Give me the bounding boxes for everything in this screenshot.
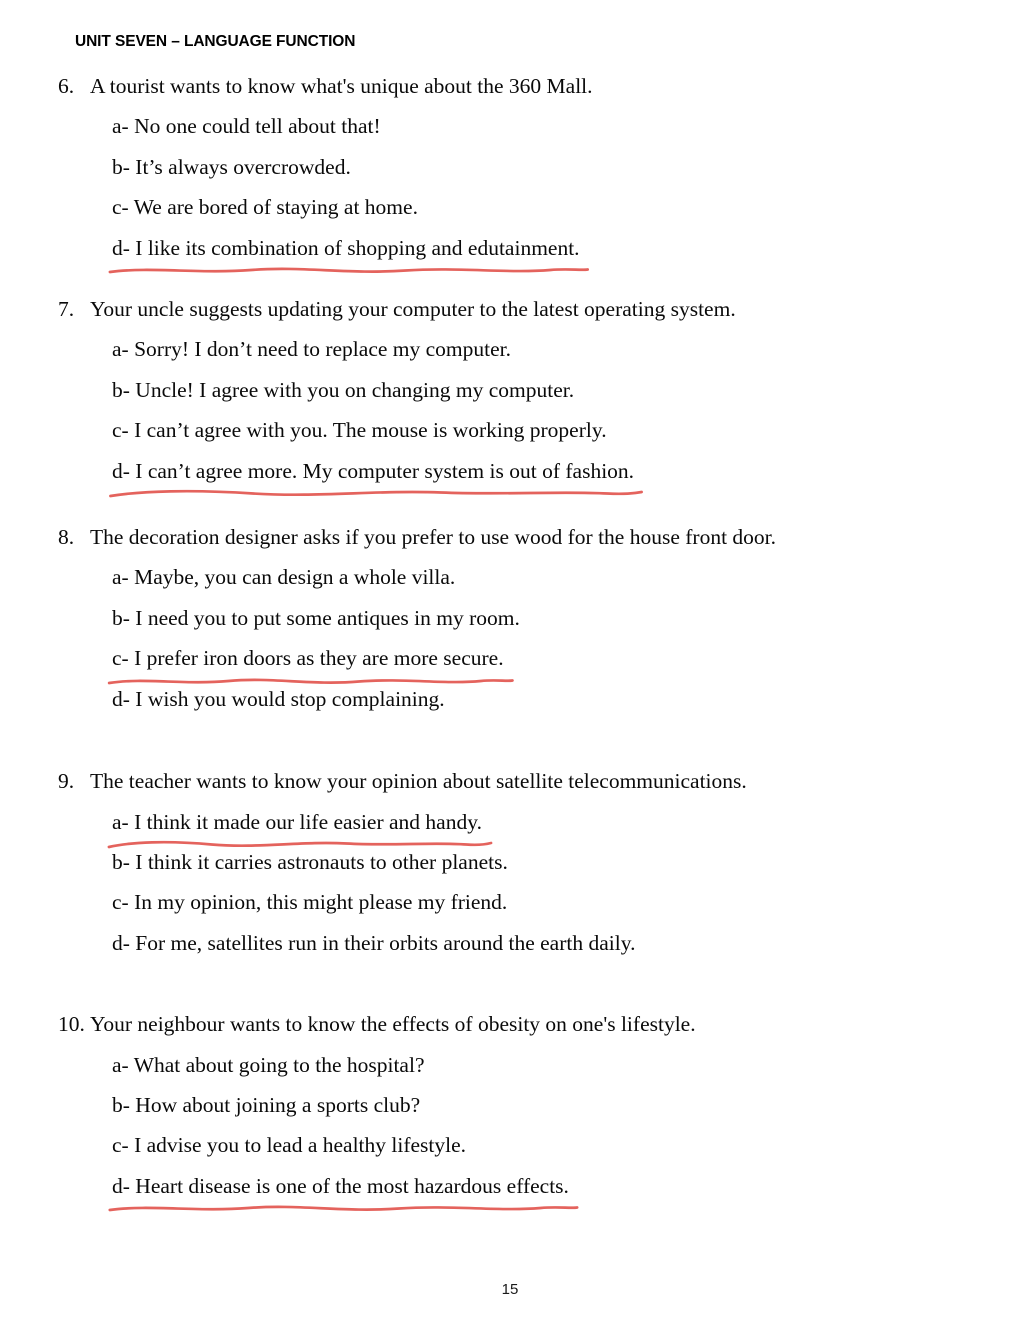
option-a (58, 802, 968, 842)
option-label: b- (112, 1092, 130, 1117)
option-label: c- (112, 1133, 129, 1158)
option-content-correct (112, 228, 580, 268)
question-stem (58, 761, 968, 801)
option-label: d- (112, 458, 130, 483)
option-a (58, 106, 968, 146)
question-stem (58, 289, 968, 329)
option-text: I can’t agree more. My computer system is out of fashion. (135, 458, 635, 483)
option-text: It’s always overcrowded. (135, 154, 351, 179)
option-text: I can’t agree with you. The mouse is working properly. (134, 418, 607, 443)
option-text: What about going to the hospital? (133, 1052, 425, 1077)
option-label: a- (112, 337, 129, 362)
option-b (58, 147, 968, 187)
option-content-correct (112, 1166, 569, 1206)
option-content (112, 106, 381, 146)
option-content (112, 147, 351, 187)
option-d (58, 451, 968, 491)
question-number: 6. (58, 74, 75, 98)
option-b (58, 370, 968, 410)
option-label: d- (112, 235, 130, 260)
option-content (112, 329, 511, 369)
option-text: I advise you to lead a healthy lifestyle. (134, 1133, 467, 1158)
option-text: I think it carries astronauts to other planets. (135, 849, 508, 874)
option-label: c- (112, 418, 129, 443)
answer-underline (105, 1201, 582, 1215)
option-d (58, 679, 968, 719)
option-d (58, 228, 968, 268)
page-header-title: UNIT SEVEN – LANGUAGE FUNCTION (75, 33, 356, 50)
question-number: 7. (58, 297, 75, 322)
option-text: Heart disease is one of the most hazardous effects. (135, 1173, 569, 1198)
option-label: d- (112, 1173, 130, 1198)
option-label: d- (112, 686, 130, 711)
option-text: Uncle! I agree with you on changing my computer. (135, 377, 575, 402)
option-label: c- (112, 195, 129, 220)
option-content (112, 923, 635, 963)
option-text: Maybe, you can design a whole villa. (134, 565, 456, 590)
option-text: In my opinion, this might please my friend. (134, 890, 508, 915)
option-content (112, 187, 418, 227)
question-10 (58, 1004, 968, 1206)
option-text: I prefer iron doors as they are more secure. (134, 646, 504, 671)
question-number: 10. (58, 1012, 85, 1037)
option-content-correct (112, 638, 504, 678)
option-content (112, 842, 508, 882)
option-d (58, 923, 968, 963)
question-number: 9. (58, 769, 75, 794)
option-b (58, 598, 968, 638)
option-a (58, 329, 968, 369)
option-label: a- (112, 114, 129, 139)
question-6 (58, 66, 968, 268)
question-stem (58, 517, 968, 557)
option-label: b- (112, 154, 130, 179)
option-label: b- (112, 849, 130, 874)
option-label: a- (112, 1052, 129, 1077)
option-c (58, 1125, 968, 1165)
option-c (58, 882, 968, 922)
option-text: I like its combination of shopping and edutainment. (135, 235, 580, 260)
option-content (112, 370, 574, 410)
option-text: How about joining a sports club? (135, 1092, 421, 1117)
option-label: b- (112, 605, 130, 630)
option-b (58, 1085, 968, 1125)
option-label: a- (112, 809, 129, 834)
option-c (58, 187, 968, 227)
option-a (58, 1045, 968, 1085)
question-text: Your neighbour wants to know the effects of obesity on one's lifestyle. (90, 1012, 696, 1037)
option-content-correct (112, 802, 482, 842)
question-text: A tourist wants to know what's unique about the 360 Mall. (90, 74, 593, 98)
option-c (58, 638, 968, 678)
question-8 (58, 517, 968, 719)
option-content (112, 1125, 466, 1165)
option-content (112, 882, 507, 922)
option-content (112, 679, 445, 719)
question-7 (58, 289, 968, 491)
answer-underline (105, 263, 593, 277)
question-stem (58, 1004, 968, 1044)
option-label: a- (112, 565, 129, 590)
option-content-correct (112, 451, 634, 491)
option-c (58, 410, 968, 450)
answer-underline (105, 486, 647, 500)
page-number: 15 (501, 1281, 519, 1298)
option-text: Sorry! I don’t need to replace my computer. (134, 337, 512, 362)
option-content (112, 1045, 425, 1085)
option-text: No one could tell about that! (134, 114, 381, 139)
question-stem (58, 66, 968, 106)
option-label: d- (112, 930, 130, 955)
option-text: I wish you would stop complaining. (135, 686, 445, 711)
option-text: We are bored of staying at home. (133, 195, 418, 220)
question-text: Your uncle suggests updating your computer to the latest operating system. (90, 297, 736, 322)
option-label: c- (112, 646, 129, 671)
option-a (58, 557, 968, 597)
option-label: b- (112, 377, 130, 402)
option-b (58, 842, 968, 882)
question-number: 8. (58, 525, 75, 550)
option-text: I need you to put some antiques in my room. (135, 605, 520, 630)
option-label: c- (112, 890, 129, 915)
question-9 (58, 761, 968, 963)
question-text: The decoration designer asks if you prefer to use wood for the house front door. (90, 525, 777, 550)
option-content (112, 410, 607, 450)
option-content (112, 598, 520, 638)
question-text: The teacher wants to know your opinion about satellite telecommunications. (90, 769, 747, 794)
option-text: I think it made our life easier and handy. (134, 809, 482, 834)
option-content (112, 557, 455, 597)
questions-list (58, 66, 968, 1206)
option-d (58, 1166, 968, 1206)
option-text: For me, satellites run in their orbits around the earth daily. (135, 930, 636, 955)
option-content (112, 1085, 420, 1125)
